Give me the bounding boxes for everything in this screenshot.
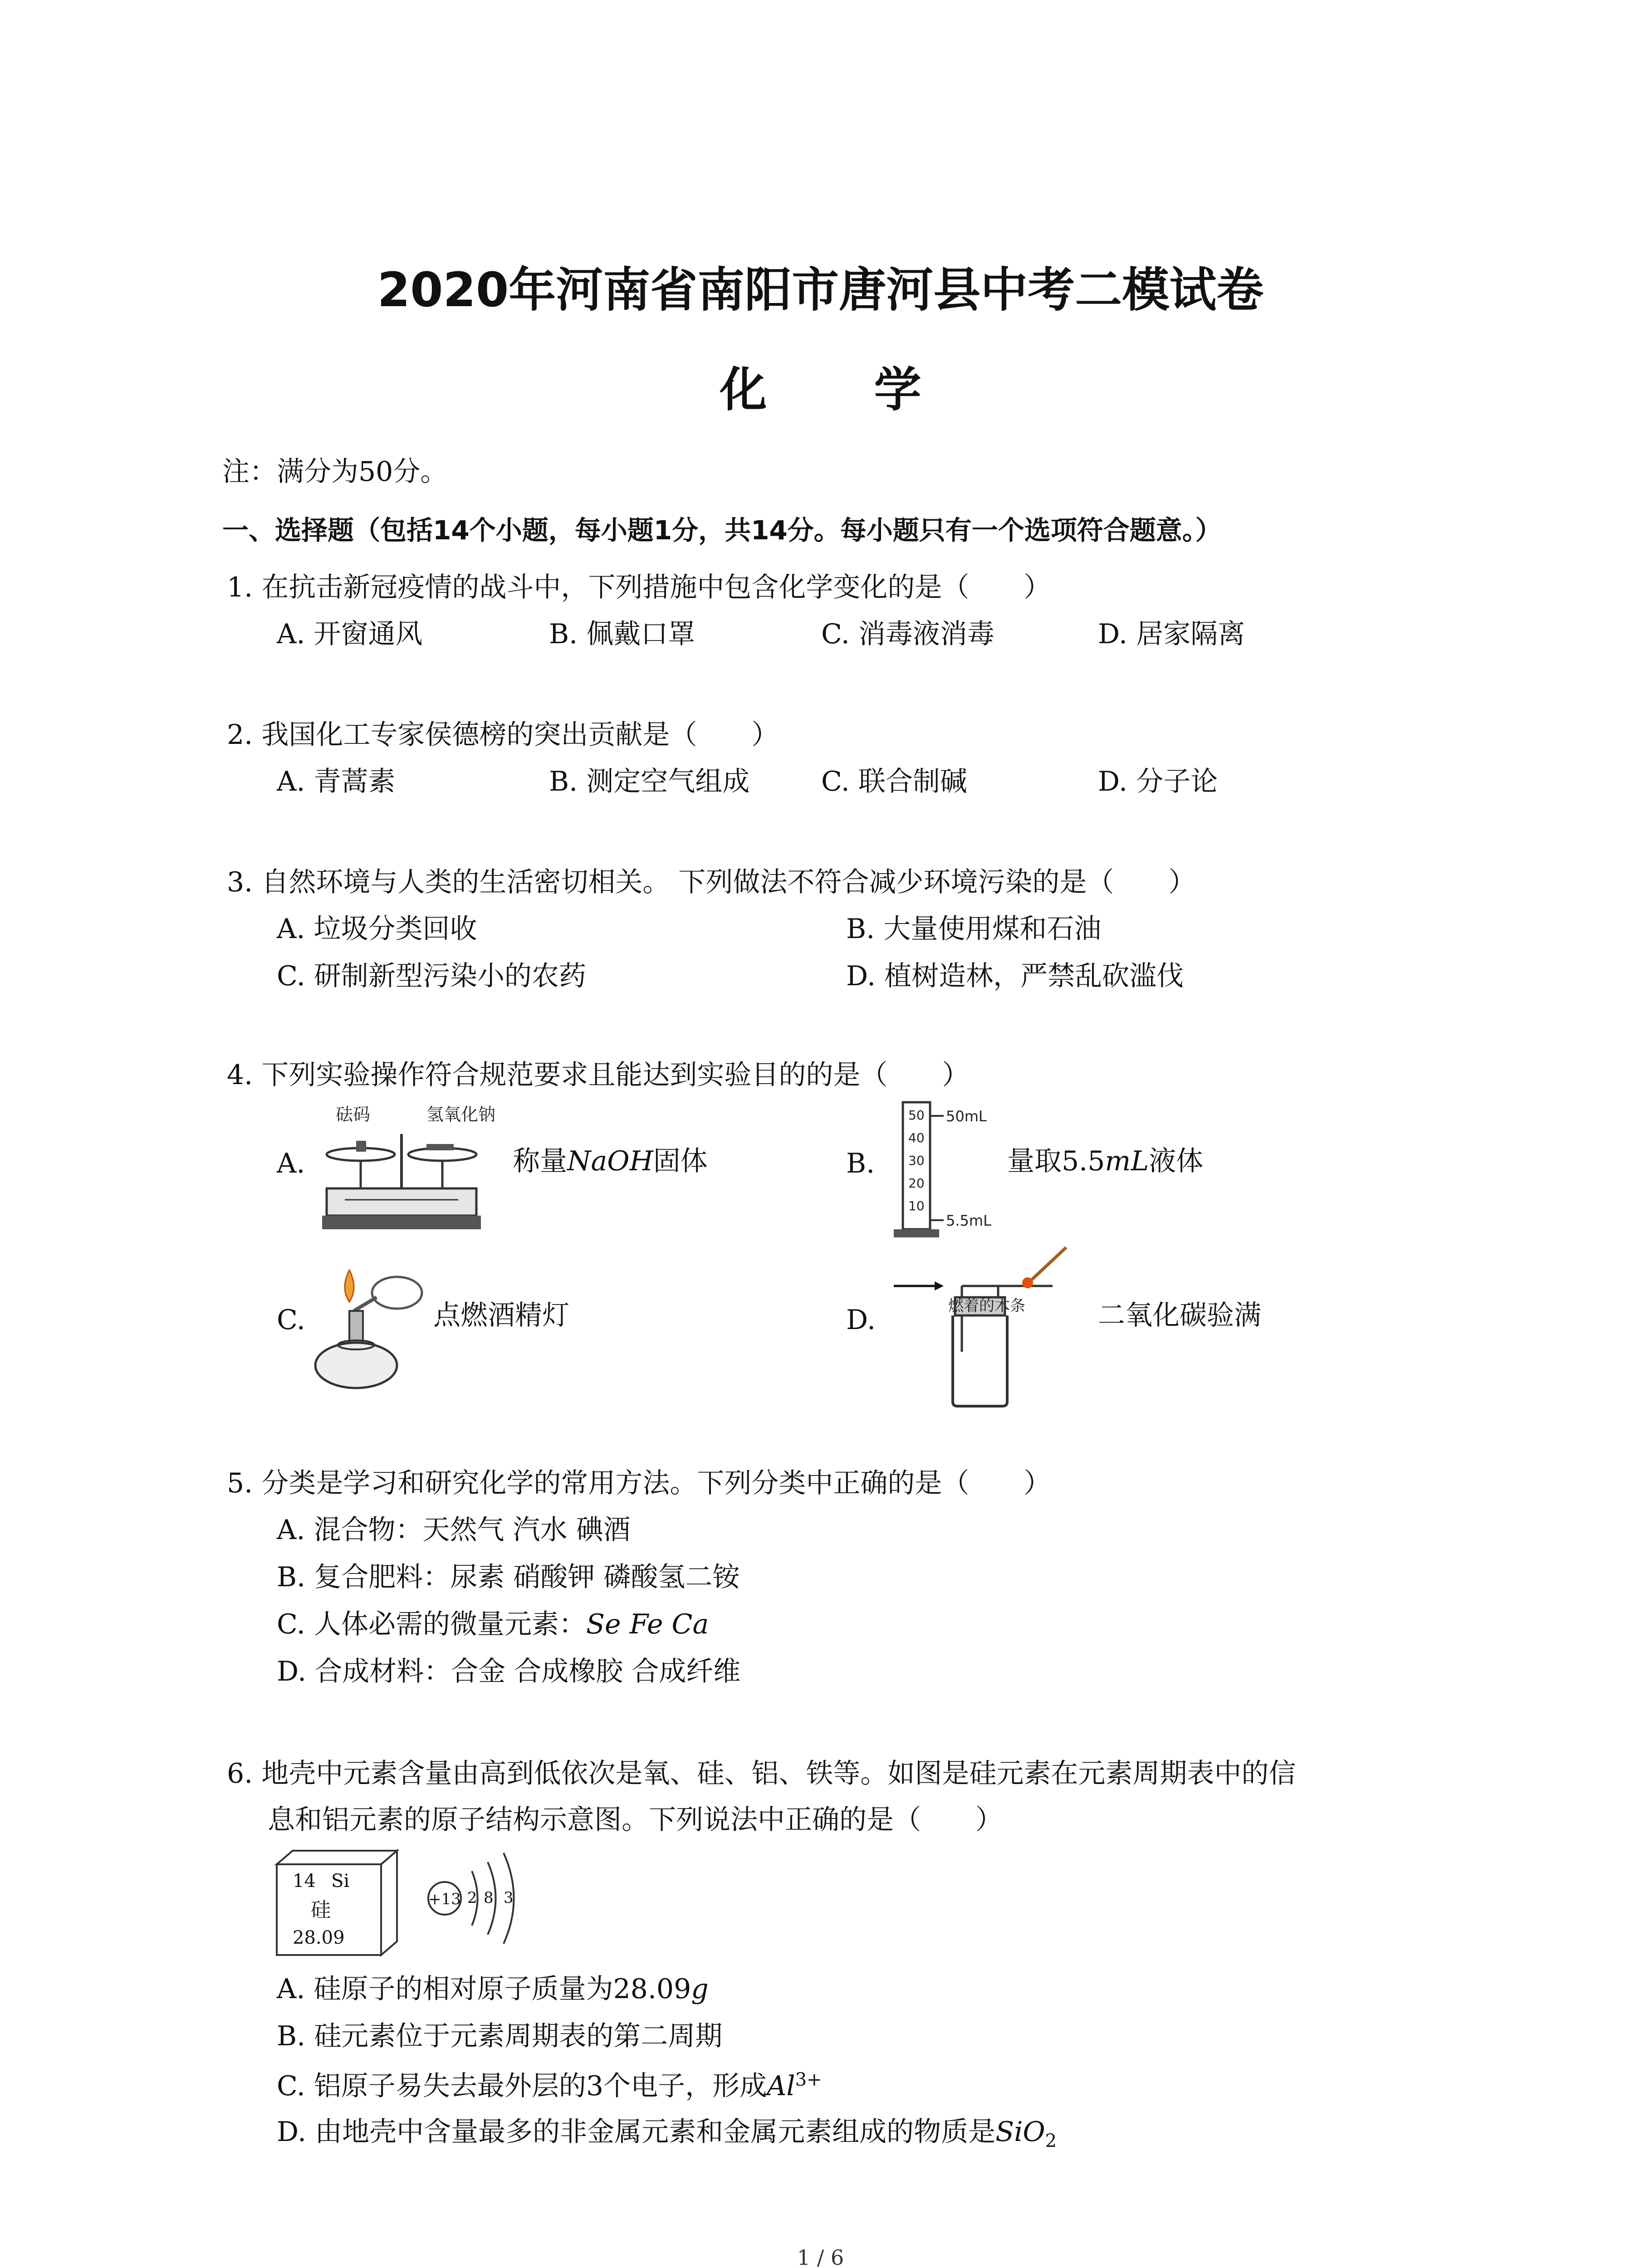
q5-stem: 5. 分类是学习和研究化学的常用方法。下列分类中正确的是（ ） [227,1467,1051,1499]
section-heading: 一、选择题（包括14个小题，每小题1分，共14分。每小题只有一个选项符合题意。） [222,515,1222,546]
q6-stem-line2: 息和铝元素的原子结构示意图。下列说法中正确的是（ ） [268,1804,1003,1836]
q2-stem: 2. 我国化工专家侯德榜的突出贡献是（ ） [227,719,779,751]
svg-text:50: 50 [908,1108,925,1123]
svg-text:40: 40 [908,1130,925,1145]
q1-option-c: C. 消毒液消毒 [821,618,994,650]
q3-option-c: C. 研制新型污染小的农药 [277,960,586,992]
q6-option-d: D. 由地壳中含量最多的非金属元素和金属元素组成的物质是SiO$_2$ [277,2116,1057,2151]
q4-stem: 4. 下列实验操作符合规范要求且能达到实验目的的是（ ） [227,1059,970,1091]
svg-text:10: 10 [908,1198,925,1213]
nucleus-charge: +13 [428,1890,461,1908]
atomic-number: 14 [293,1871,316,1892]
q4-caption-a: 称量NaOH固体 [513,1145,708,1177]
q6-option-b: B. 硅元素位于元素周期表的第二周期 [277,2020,723,2052]
aluminum-atom-diagram [422,1842,540,1955]
q5-option-c: C. 人体必需的微量元素：Se Fe Ca [277,1608,709,1640]
q2-option-d: D. 分子论 [1098,766,1218,797]
svg-text:8: 8 [484,1889,494,1907]
q3-stem: 3. 自然环境与人类的生活密切相关。 下列做法不符合减少环境污染的是（ ） [227,866,1196,898]
q2-option-c: C. 联合制碱 [821,766,967,797]
element-name: 硅 [311,1898,331,1921]
q3-option-d: D. 植树造林，严禁乱砍滥伐 [846,960,1184,992]
q2-option-a: A. 青蒿素 [277,766,396,797]
q1-option-a: A. 开窗通风 [277,618,423,650]
naoh-label: 氢氧化钠 [426,1105,496,1124]
q6-stem-line1: 6. 地壳中元素含量由高到低依次是氧、硅、铝、铁等。如图是硅元素在元素周期表中的信 [227,1758,1296,1789]
q1-option-d: D. 居家隔离 [1098,618,1245,650]
q6-option-a: A. 硅原子的相对原子质量为28.09g [277,1973,709,2005]
cylinder-top-label: 50mL [946,1108,987,1125]
q4-label-c: C. [277,1304,305,1336]
q4-label-b: B. [846,1148,875,1179]
svg-text:20: 20 [908,1176,925,1191]
q1-stem: 1. 在抗击新冠疫情的战斗中，下列措施中包含化学变化的是（ ） [227,572,1051,603]
q5-option-d: D. 合成材料：合金 合成橡胶 合成纤维 [277,1656,741,1687]
exam-title: 2020年河南省南阳市唐河县中考二模试卷 [377,262,1264,318]
silicon-periodic-tile [272,1846,408,1960]
q6-option-c: C. 铝原子易失去最外层的3个电子，形成$Al^{3+}$ [277,2069,822,2102]
q5-option-a: A. 混合物：天然气 汽水 碘酒 [277,1514,631,1546]
q4-caption-d: 二氧化碳验满 [1098,1300,1261,1331]
svg-text:30: 30 [908,1153,925,1168]
q1-option-b: B. 佩戴口罩 [549,618,696,650]
q2-option-b: B. 测定空气组成 [549,766,750,797]
weight-label: 砝码 [336,1105,371,1124]
svg-text:2: 2 [467,1889,477,1907]
q5-option-b: B. 复合肥料：尿素 硝酸钾 磷酸氢二铵 [277,1561,740,1593]
gas-bottle-figure [894,1243,1098,1411]
subject-title: 化 学 [720,362,967,417]
q3-option-a: A. 垃圾分类回收 [277,913,477,945]
svg-text:3: 3 [504,1889,514,1907]
q4-caption-b: 量取5.5mL液体 [1007,1145,1204,1177]
atomic-mass: 28.09 [293,1927,345,1948]
score-note: 注：满分为50分。 [222,456,448,488]
q4-caption-c: 点燃酒精灯 [433,1300,569,1331]
element-symbol: Si [331,1871,350,1892]
burning-stick-label: 燃着的木条 [948,1297,1025,1315]
alcohol-lamp-figure [313,1261,436,1393]
q4-label-a: A. [277,1148,305,1179]
cylinder-bottom-label: 5.5mL [946,1212,991,1229]
graduated-cylinder-figure [889,1098,1007,1243]
q4-label-d: D. [846,1304,876,1336]
q3-option-b: B. 大量使用煤和石油 [846,913,1102,945]
balance-scale-figure [318,1102,496,1238]
page-number: 1 / 6 [797,2245,844,2268]
